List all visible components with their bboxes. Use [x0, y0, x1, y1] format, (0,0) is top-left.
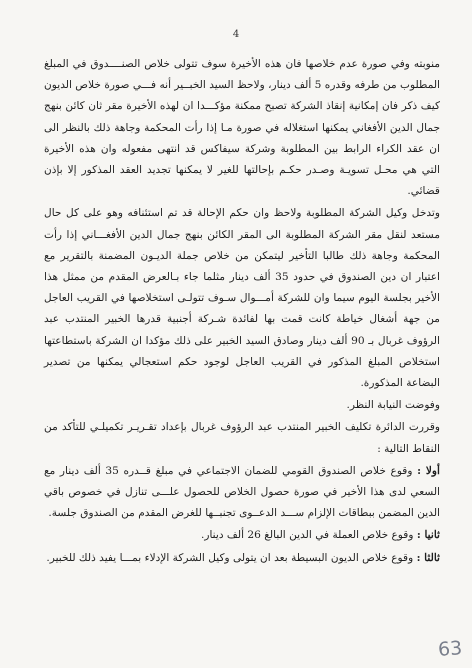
- item-label-first: أولا :: [417, 464, 440, 477]
- handwritten-folio-number: 63: [437, 637, 463, 661]
- item-label-second: ثانيا :: [416, 529, 440, 542]
- paragraph-4: وقررت الدائرة تكليف الخبير المنتدب عبد الرؤوف غربال بإعداد تقـريـر تكميلـي للتأكد من النقاط التالية :: [44, 421, 440, 455]
- page-number: 4: [232, 29, 240, 40]
- paragraph-2: وتدخل وكيل الشركة المطلوبة ولاحظ وان حكم الإحالة قد تم استئنافه وهو على كل حال مستعد لنقل مقر الشركة المطلوبة الى المقر الكائن بنهج جمال الدين الأفغـــاني إذا رأت المحكمة وجاهة ذلك طالبا التأخير ليتمكن من خلاص جملة الديـون المضمنة بالتقرير مع اعتبار ان دين الصندوق في حدود 35 ألف دينار مثلما جاء بـالعرض المقدم من ممثل هذا الأخير بجلسة اليوم سيما وان للشركة أمـــوال سـوف تتولـى استخلاصها في القريب العاجل من جهة أشغال خياطة كانت قمت بها لفائدة شـركة أجنبية قدرها الخبير المنتدب عبد الرؤوف غربال بـ 90 ألف دينار وصادق السيد الخبير على ذلك مؤكدا ان الشركة باستطاعتها استخلاص المبلغ المذكور في القريب العاجل لوجود حكم استعجالي يمكنها من تصدير البضاعة المذكورة.: [44, 207, 440, 390]
- paragraph-6: [44, 525, 440, 546]
- paragraph-5: [44, 461, 440, 525]
- paragraph-3: وفوضت النيابة النظر.: [346, 399, 440, 412]
- item-label-third: ثالثا :: [416, 551, 440, 564]
- paragraph-7: [44, 548, 440, 569]
- document-body: [44, 54, 440, 569]
- item-text-second: وقوع خلاص العملة في الدين البالغ 26 ألف دينار.: [200, 529, 414, 542]
- paragraph-1: منوبته وفي صورة عدم خلاصها فان هذه الأخيرة سوف تتولى خلاص الصنــــدوق في المبلغ المطلوب من طرفه وقدره 5 ألف دينار، ولاحظ السيد الخبــير أنه فـــي صورة خلاص الديون كيف ذكر فان إمكانية إنقاذ الشركة تصبح ممكنة مؤكـــدا ان لهذه الأخيرة مقر ثان كائن بنهج جمال الدين الأفغاني يمكنها استغلاله في صورة مـا إذا رأت المحكمة وجاهة ذلك بالنظر الى ان عقد الكراء الرابط بين المطلوبة وشركة سيفاكس قد انتهى مفعوله وان هذه الأخيرة التي هي محـل تسويـة وصـدر حكـم بإحالتها للغير لا يمكنها تجديد العقد المذكور إلا بإذن قضائي.: [44, 58, 440, 198]
- item-text-third: وقوع خلاص الديون البسيطة بعد ان يتولى وكيل الشركة الإدلاء بمـــا يفيد ذلك للخبير.: [46, 551, 414, 564]
- item-text-first: وقوع خلاص الصندوق القومي للضمان الاجتماعي في مبلغ قــدره 35 ألف دينار مع السعي لدى هذا الأخير في صورة حصول الخلاص للحصول علـــى تنازل في خصوص باقي الدين المضمن ببطاقات الإلزام ســـد الدعــوى تجنبــها للغرض المقدم من الصندوق جلسة.: [44, 464, 440, 520]
